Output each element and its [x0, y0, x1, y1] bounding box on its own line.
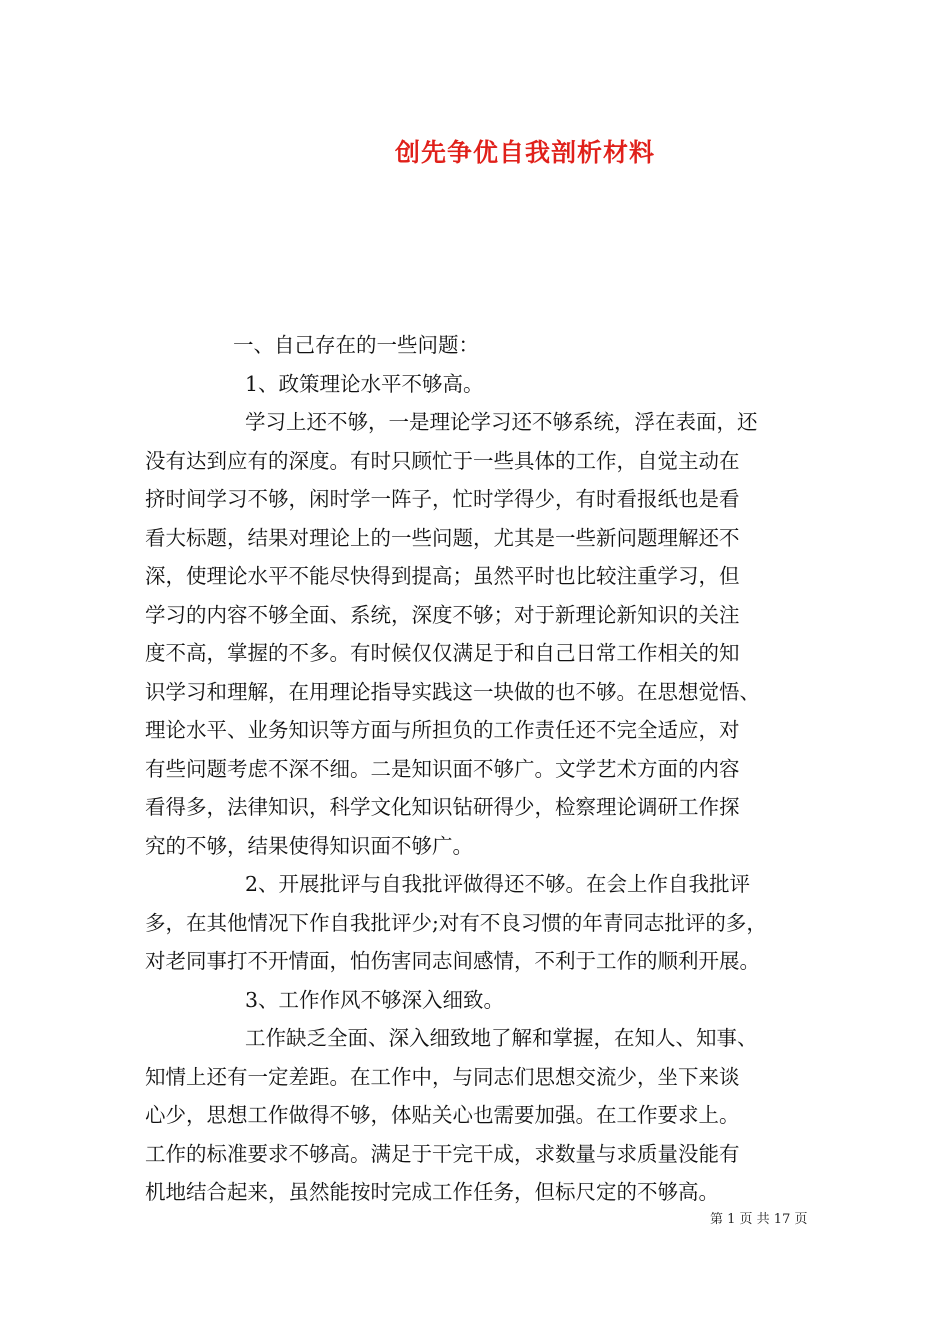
document-body — [145, 326, 810, 1212]
paragraph-line: 有些问题考虑不深不细。二是知识面不够广。文学艺术方面的内容 — [145, 756, 740, 781]
paragraph-line: 心少，思想工作做得不够，体贴关心也需要加强。在工作要求上。 — [145, 1103, 740, 1127]
paragraph-line: 对老同事打不开情面，怕伤害同志间感情，不利于工作的顺利开展。 — [145, 949, 760, 973]
paragraph-line: 识学习和理解，在用理论指导实践这一块做的也不够。在思想觉悟、 — [145, 679, 760, 704]
subheading-3: 3、工作作风不够深入细致。 — [245, 987, 505, 1012]
section-heading: 一、自己存在的一些问题： — [233, 333, 479, 357]
paragraph-line: 多，在其他情况下作自我批评少;对有不良习惯的年青同志批评的多， — [145, 910, 767, 935]
subheading-1: 1、政策理论水平不够高。 — [245, 371, 484, 396]
paragraph-line: 挤时间学习不够，闲时学一阵子，忙时学得少，有时看报纸也是看 — [145, 487, 740, 511]
paragraph-line: 学习的内容不够全面、系统，深度不够；对于新理论新知识的关注 — [145, 602, 740, 627]
paragraph-line: 工作的标准要求不够高。满足于干完干成，求数量与求质量没能有 — [145, 1141, 740, 1166]
subheading-2: 2、开展批评与自我批评做得还不够。在会上作自我批评 — [245, 872, 751, 896]
page-number: 第 1 页 共 17 页 — [710, 1212, 808, 1227]
paragraph-line: 看大标题，结果对理论上的一些问题，尤其是一些新问题理解还不 — [145, 525, 740, 550]
paragraph-line: 没有达到应有的深度。有时只顾忙于一些具体的工作，自觉主动在 — [145, 448, 740, 473]
paragraph-line: 机地结合起来，虽然能按时完成工作任务，但标尺定的不够高。 — [145, 1180, 719, 1204]
paragraph-line: 度不高，掌握的不多。有时候仅仅满足于和自己日常工作相关的知 — [145, 641, 740, 665]
paragraph-line: 看得多，法律知识，科学文化知识钻研得少，检察理论调研工作探 — [145, 795, 740, 819]
paragraph-line: 深，使理论水平不能尽快得到提高；虽然平时也比较注重学习，但 — [145, 564, 740, 588]
paragraph-line: 究的不够，结果使得知识面不够广。 — [145, 833, 473, 858]
paragraph-line: 学习上还不够，一是理论学习还不够系统，浮在表面，还 — [245, 410, 758, 434]
paragraph-line: 知情上还有一定差距。在工作中，与同志们思想交流少，坐下来谈 — [145, 1064, 740, 1089]
paragraph-line: 理论水平、业务知识等方面与所担负的工作责任还不完全适应，对 — [145, 718, 740, 742]
paragraph-line: 工作缺乏全面、深入细致地了解和掌握，在知人、知事、 — [245, 1026, 758, 1050]
document-title: 创先争优自我剖析材料 — [394, 138, 655, 167]
